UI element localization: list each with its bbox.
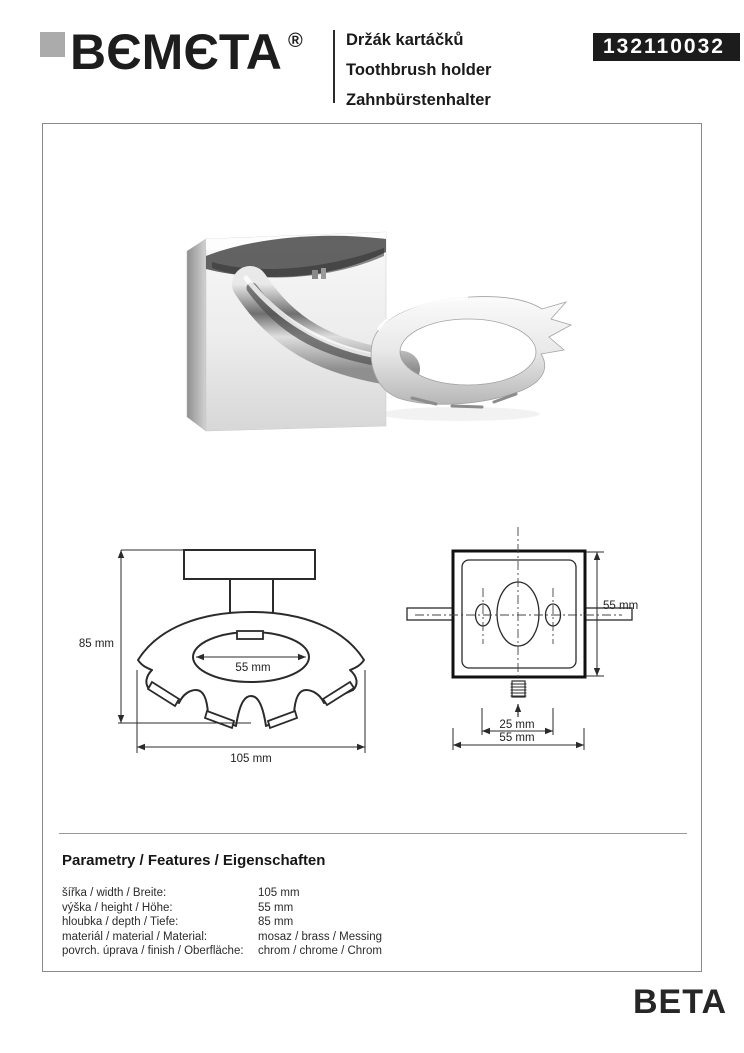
spec-label: povrch. úprava / finish / Oberfläche: [62, 945, 244, 957]
spec-label: materiál / material / Material: [62, 930, 208, 943]
parameters-title: Parametry / Features / Eigenschaften [62, 852, 326, 869]
product-titles [346, 25, 491, 115]
spec-row-finish [62, 944, 622, 959]
brand-mark-square-icon [40, 32, 65, 57]
product-code-badge: 132110032 [593, 33, 740, 61]
collection-name: BETA [632, 983, 727, 1021]
spec-label: hloubka / depth / Tiefe: [62, 916, 179, 928]
dimension-depth-label: 85 mm [78, 638, 114, 650]
spec-value: 85 mm [258, 916, 294, 928]
product-title-en: Toothbrush holder [346, 61, 492, 79]
registered-trademark-icon: ® [288, 30, 303, 52]
drawing-top-view [79, 550, 365, 765]
spec-value: chrom / chrome / Chrom [258, 945, 382, 957]
dimension-height-label: 55 mm [603, 600, 639, 612]
dimension-width-label: 105 mm [230, 753, 272, 765]
spec-label: šířka / width / Breite: [62, 887, 167, 899]
product-title-de: Zahnbürstenhalter [346, 91, 491, 109]
product-photo [187, 232, 571, 431]
spec-row-material [62, 930, 622, 945]
spec-value: 55 mm [258, 901, 294, 914]
spec-value: 105 mm [258, 887, 300, 899]
header-divider [333, 30, 335, 103]
spec-label: výška / height / Höhe: [62, 901, 173, 914]
spec-value: mosaz / brass / Messing [258, 930, 382, 943]
frame-graphics [42, 123, 702, 972]
drawing-front-view [407, 527, 638, 750]
spec-row-depth [62, 915, 622, 930]
dimension-holes-span-label: 25 mm [499, 719, 535, 731]
dimension-front-width-label: 55 mm [499, 732, 535, 744]
parameters-separator [59, 833, 687, 834]
spec-row-width [62, 886, 622, 901]
dimension-inner-label: 55 mm [235, 662, 271, 674]
brand-logo: BЄMЄTA [70, 24, 282, 80]
spec-row-height [62, 901, 622, 916]
product-title-cs: Držák kartáčků [346, 31, 464, 49]
spec-table [62, 886, 622, 959]
